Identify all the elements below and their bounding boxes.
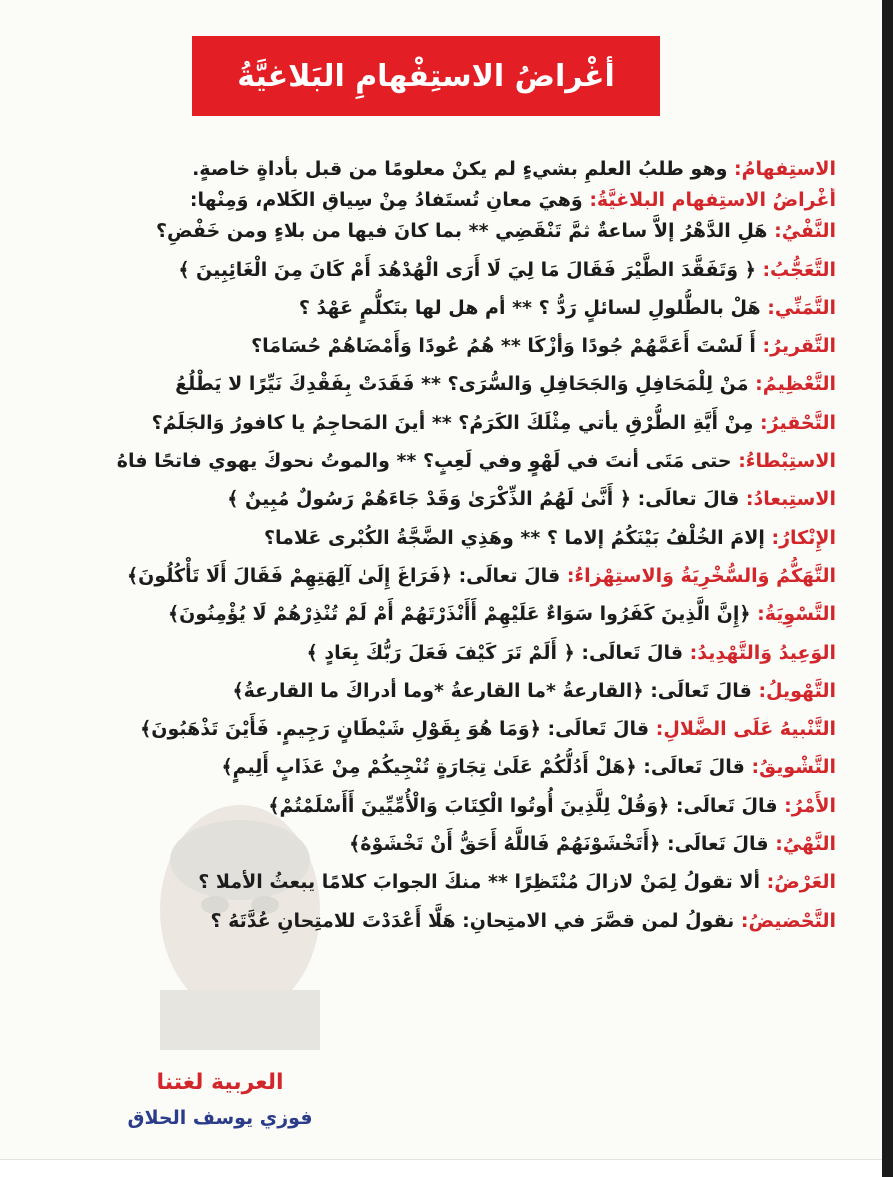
line-offer bbox=[20, 863, 836, 901]
line-text: نقولُ لمن قصَّرَ في الامتِحانِ: هَلَّا أَعْدَدْتَ للامتِحانِ عُدَّتَهُ ؟ bbox=[210, 909, 741, 932]
line-text: قالَ تَعالَى: ﴿أَتَخْشَوْنَهُمْ فَاللَّهُ أَحَقُّ أَنْ تَخْشَوْهُ﴾ bbox=[349, 833, 776, 856]
line-text: حتى مَتَى أنتَ في لَهْوٍ وفي لَعِبٍ؟ ** والموتُ نحوكَ يهوي فاتحًا فاهُ bbox=[116, 450, 739, 473]
line-term: أغْراضُ الاستِفهامِ البلاغيَّةُ: bbox=[589, 189, 836, 212]
line-wish bbox=[20, 289, 836, 327]
line-term: الإِنْكارُ: bbox=[771, 526, 836, 549]
screen-edge-divider bbox=[882, 0, 893, 1177]
content-list bbox=[20, 150, 836, 940]
line-text: إلامَ الخُلْفُ بَيْنَكُمُ إلاما ؟ ** وهَذِي الضَّجَّةُ الكُبْرى عَلاما؟ bbox=[264, 526, 772, 549]
line-contempt bbox=[20, 404, 836, 442]
line-term: العَرْضُ: bbox=[766, 871, 836, 894]
line-command bbox=[20, 787, 836, 825]
footer-title: العربية لغتنا bbox=[156, 1070, 284, 1095]
line-term: النَّفْيُ: bbox=[774, 220, 836, 243]
line-term: النَّهْيُ: bbox=[775, 833, 836, 856]
line-text: هَلِ الدَّهْرُ إلاَّ ساعةٌ ثمَّ تَنْقَضِي ** بما كانَ فيها من بلاءٍ ومن خَفْضِ؟ bbox=[155, 220, 775, 243]
line-text: قالَ تعالَى: ﴿ أَنَّىٰ لَهُمُ الذِّكْرَىٰ وَقَدْ جَاءَهُمْ رَسُولٌ مُبِينٌ ﴾ bbox=[227, 488, 746, 511]
line-mockery bbox=[20, 557, 836, 595]
line-text: ﴿ وَتَفَقَّدَ الطَّيْرَ فَقَالَ مَا لِيَ لَا أَرَى الْهُدْهُدَ أَمْ كَانَ مِنَ الْغَائِبِينَ ﴾ bbox=[178, 258, 763, 281]
line-text: قالَ تعالَى: ﴿فَرَاغَ إِلَىٰ آلِهَتِهِمْ فَقَالَ أَلَا تَأْكُلُونَ﴾ bbox=[127, 564, 567, 587]
line-term: التَّنْبيهُ عَلَى الضَّلالِ: bbox=[655, 718, 836, 741]
line-text: ﴿إِنَّ الَّذِينَ كَفَرُوا سَوَاءٌ عَلَيْهِمْ أَأَنْذَرْتَهُمْ أَمْ لَمْ تُنْذِرْهُمْ لَا يُؤْمِنُونَ﴾ bbox=[168, 603, 758, 626]
line-term: التَّحْضيضُ: bbox=[740, 909, 836, 932]
title-banner bbox=[192, 36, 660, 116]
line-prohibition bbox=[20, 825, 836, 863]
line-term: الاستِبْطاءُ: bbox=[738, 450, 836, 473]
line-text: قالَ تَعالَى: ﴿هَلْ أَدُلُّكُمْ عَلَىٰ تِجَارَةٍ تُنْجِيكُمْ مِنْ عَذَابٍ أَلِيمٍ﴾ bbox=[221, 756, 752, 779]
line-text: هَلْ بالطُّلولِ لسائلٍ رَدُّ ؟ ** أم هل لها بتَكلُّمٍ عَهْدُ ؟ bbox=[298, 296, 768, 319]
line-urging bbox=[20, 902, 836, 940]
line-term: التَّحْقيرُ: bbox=[760, 411, 836, 434]
line-wonder bbox=[20, 251, 836, 289]
bottom-margin bbox=[0, 1159, 882, 1177]
line-term: التَّهَكُّمُ وَالسُّخْرِيَةُ وَالاستِهْزاءُ: bbox=[566, 564, 836, 587]
line-threat bbox=[20, 634, 836, 672]
line-text: وَهيَ معانٍ تُستَفادُ مِنْ سِياقِ الكَلامِ، وَمِنْها: bbox=[189, 189, 590, 212]
line-denial bbox=[20, 519, 836, 557]
line-warning-of-error bbox=[20, 710, 836, 748]
line-unlikelihood bbox=[20, 480, 836, 518]
line-suspense bbox=[20, 748, 836, 786]
line-negation bbox=[20, 212, 836, 250]
line-text: قالَ تَعالَى: ﴿وَقُلْ لِلَّذِينَ أُوتُوا الْكِتَابَ وَالْأُمِّيِّينَ أَأَسْلَمْتُمْ﴾ bbox=[268, 794, 785, 817]
line-intimidation bbox=[20, 672, 836, 710]
line-text: قالَ تَعالَى: ﴿القارعةُ *ما القارعةُ *وما أدراكَ ما القارعةُ﴾ bbox=[232, 679, 759, 702]
line-term: التَّشْويقُ: bbox=[751, 756, 836, 779]
line-term: التَّهْويلُ: bbox=[758, 679, 836, 702]
line-text: مِنْ أَيَّةِ الطُّرْقِ يأتي مِثْلَكَ الكَرَمُ؟ ** أينَ المَحاجِمُ يا كافورُ وَالجَلَمُ؟ bbox=[151, 411, 761, 434]
line-term: الأَمْرُ: bbox=[784, 794, 836, 817]
line-text: قالَ تَعالَى: ﴿ أَلَمْ تَرَ كَيْفَ فَعَلَ رَبُّكَ بِعَادٍ ﴾ bbox=[306, 641, 690, 664]
line-term: التَّمَنِّي: bbox=[767, 296, 836, 319]
footer-author: فوزي يوسف الحلاق bbox=[127, 1107, 313, 1129]
footer-signature bbox=[100, 1070, 340, 1129]
line-term: التَّعْظِيمُ: bbox=[755, 373, 836, 396]
line-definition bbox=[20, 150, 836, 188]
line-text: قالَ تَعالَى: ﴿وَمَا هُوَ بِقَوْلِ شَيْطَانٍ رَجِيمٍ. فَأَيْنَ تَذْهَبُونَ﴾ bbox=[140, 718, 656, 741]
line-purposes-intro bbox=[20, 188, 836, 212]
line-term: التَّسْوِيَةُ: bbox=[757, 603, 836, 626]
line-text: ألا تقولُ لِمَنْ لازالَ مُنْتَظِرًا ** منكَ الجوابَ كلامًا يبعثُ الأملا ؟ bbox=[198, 871, 767, 894]
line-term: التَّقريرُ: bbox=[762, 335, 836, 358]
line-text: أَ لَسْتَ أَعَمَّهُمْ جُودًا وَأزْكَا ** هُمُ عُودًا وَأَمْضَاهُمْ حُسَامَا؟ bbox=[251, 335, 763, 358]
line-term: التَّعَجُّبُ: bbox=[762, 258, 836, 281]
line-term: الاستِبعادُ: bbox=[745, 488, 836, 511]
line-equality bbox=[20, 595, 836, 633]
line-text: مَنْ لِلْمَحَافِلِ وَالجَحَافِلِ وَالسُّرَى؟ ** فَقَدَتْ بِفَقْدِكَ نَيِّرًا لا يَطْلُعُ bbox=[175, 373, 756, 396]
line-affirmation bbox=[20, 327, 836, 365]
line-term: الاستِفهامُ: bbox=[734, 158, 836, 180]
line-slowness bbox=[20, 442, 836, 480]
line-term: الوَعِيدُ وَالتَّهْدِيدُ: bbox=[689, 641, 836, 664]
page-title: أغْراضُ الاستِفْهامِ البَلاغيَّةُ bbox=[237, 58, 615, 94]
line-glorification bbox=[20, 365, 836, 403]
line-text: وهو طلبُ العلمِ بشيءٍ لم يكنْ معلومًا من قبل بأداةٍ خاصةٍ. bbox=[192, 158, 735, 180]
